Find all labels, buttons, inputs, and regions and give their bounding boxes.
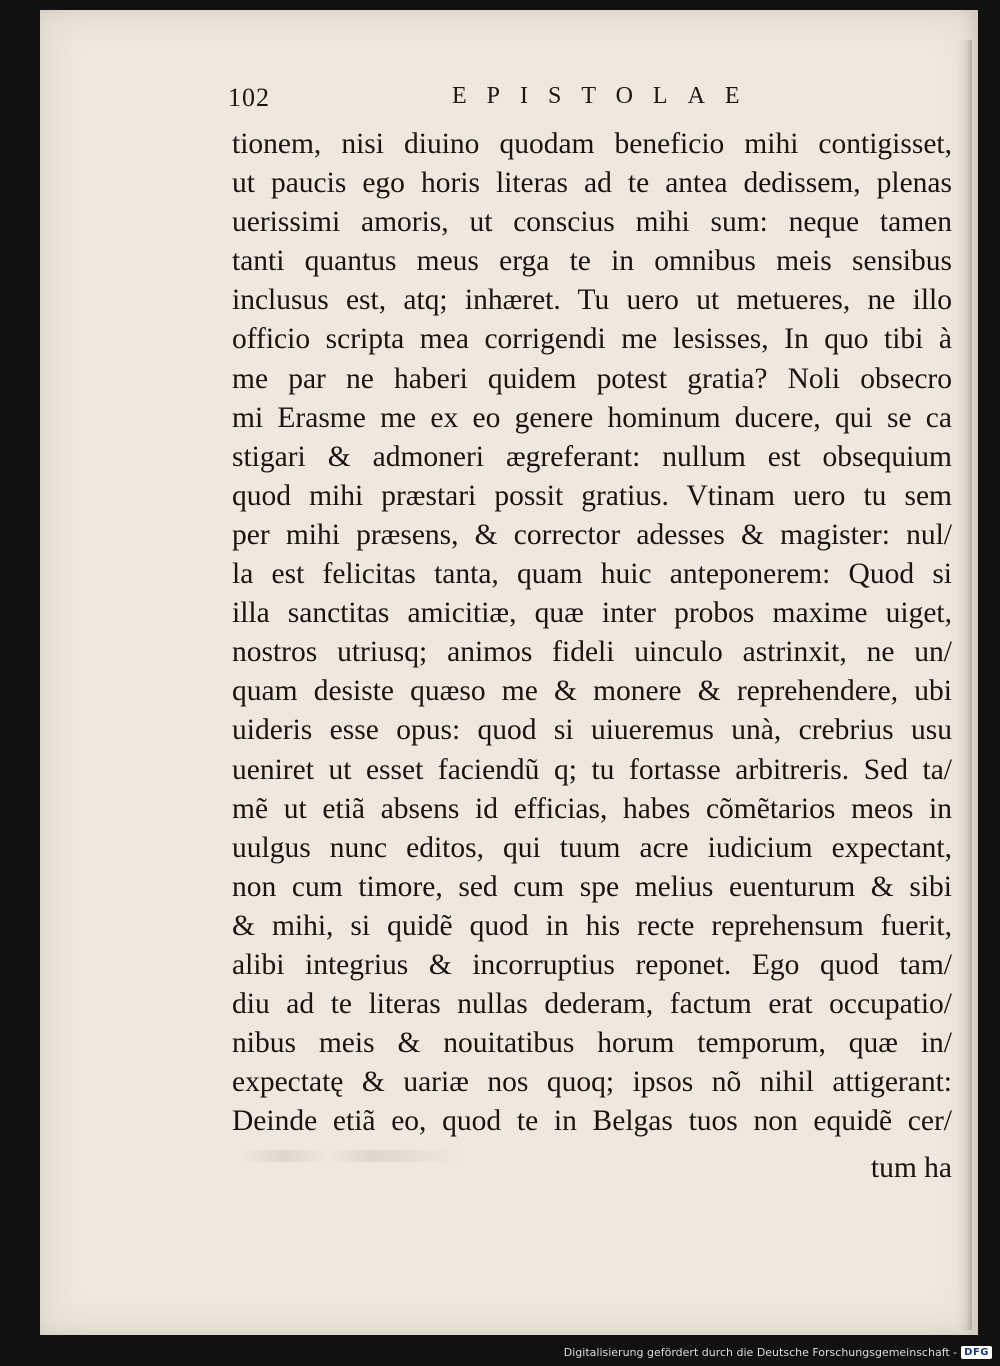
digitization-credit xyxy=(564,1342,992,1362)
ink-bleed-through xyxy=(240,1150,460,1162)
text-line: officio scripta mea corrigendi me lesisses, In quo tibi à xyxy=(232,323,952,356)
running-head xyxy=(228,83,948,117)
credit-text: Digitalisierung gefördert durch die Deutsche Forschungsgemeinschaft - xyxy=(563,1345,958,1359)
text-line: alibi integrius & incorruptius reponet. Ego quod tam/ xyxy=(232,948,952,981)
text-line: mi Erasme me ex eo genere hominum ducere, qui se ca xyxy=(232,401,952,434)
text-line: inclusus est, atq; inhæret. Tu uero ut metueres, ne illo xyxy=(232,284,952,317)
text-line: diu ad te literas nullas dederam, factum erat occupatio/ xyxy=(232,988,952,1021)
text-line: per mihi præsens, & corrector adesses & magister: nul/ xyxy=(232,518,952,551)
text-line: stigari & admoneri ægreferant: nullum est obsequium xyxy=(232,440,952,473)
text-line: uideris esse opus: quod si uiueremus unà, crebrius usu xyxy=(232,714,952,747)
text-line: nibus meis & nouitatibus horum temporum, quæ in/ xyxy=(232,1027,952,1060)
page-edge-shadow xyxy=(958,40,972,1330)
text-line: ueniret ut esset faciendũ q; tu fortasse arbitreris. Sed ta/ xyxy=(232,753,952,786)
text-line: & mihi, si quidẽ quod in his recte reprehensum fuerit, xyxy=(232,909,952,942)
text-line: Deinde etiã eo, quod te in Belgas tuos non equidẽ cer/ xyxy=(232,1105,952,1138)
text-line: la est felicitas tanta, quam huic anteponerem: Quod si xyxy=(232,558,952,591)
text-line: uerissimi amoris, ut conscius mihi sum: neque tamen xyxy=(232,206,952,239)
text-line: illa sanctitas amicitiæ, quæ inter probos maxime uiget, xyxy=(232,597,952,630)
text-line: uulgus nunc editos, qui tuum acre iudicium expectant, xyxy=(232,831,952,864)
text-line: quam desiste quæso me & monere & reprehendere, ubi xyxy=(232,675,952,708)
text-line: ut paucis ego horis literas ad te antea dedissem, plenas xyxy=(232,167,952,200)
dfg-logo-icon: DFG xyxy=(961,1346,992,1359)
text-line: non cum timore, sed cum spe melius euenturum & sibi xyxy=(232,870,952,903)
catchword: tum ha xyxy=(870,1152,952,1185)
text-line: nostros utriusq; animos fideli uinculo astrinxit, ne un/ xyxy=(232,636,952,669)
text-line: tionem, nisi diuino quodam beneficio mihi contigisset, xyxy=(232,128,952,160)
text-line: me par ne haberi quidem potest gratia? Noli obsecro xyxy=(232,362,952,395)
running-title: EPISTOLAE xyxy=(452,83,760,109)
text-line: expectatę & uariæ nos quoq; ipsos nõ nihil attigerant: xyxy=(232,1066,952,1099)
page-number: 102 xyxy=(228,83,270,112)
text-line: mẽ ut etiã absens id efficias, habes cõmẽtarios meos in xyxy=(232,792,952,825)
text-line: quod mihi præstari possit gratius. Vtinam uero tu sem xyxy=(232,479,952,512)
text-line: tanti quantus meus erga te in omnibus meis sensibus xyxy=(232,245,952,278)
body-text xyxy=(232,125,952,1189)
